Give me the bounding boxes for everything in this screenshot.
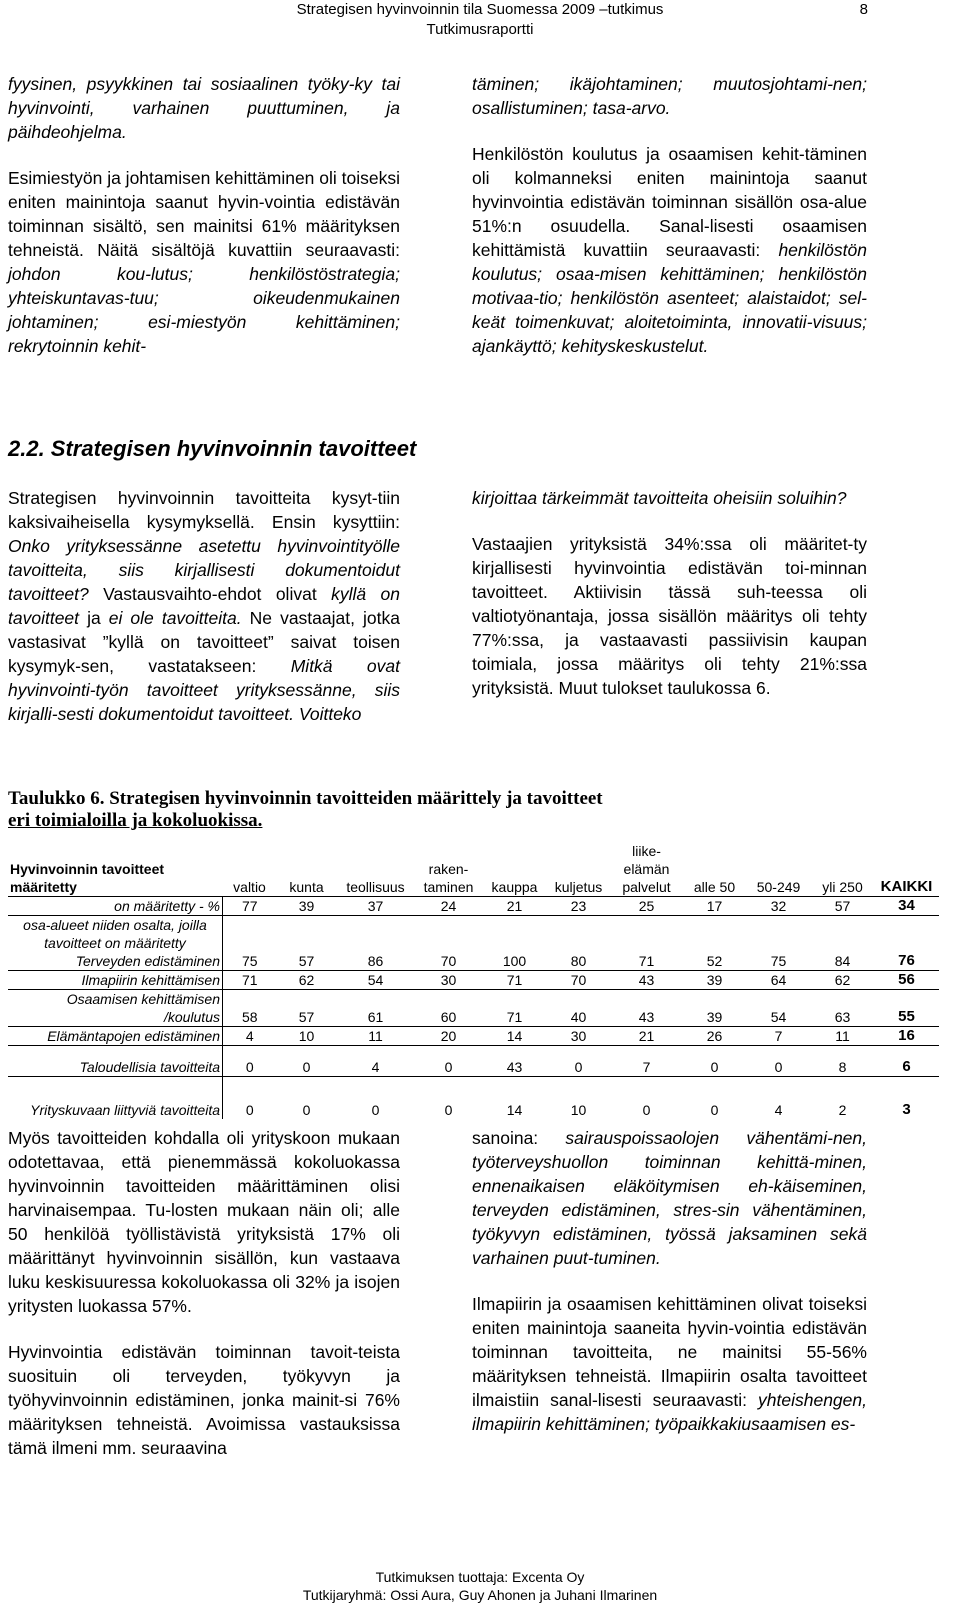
table-cell: 57 (277, 990, 337, 1027)
table-cell: 61 (337, 990, 415, 1027)
table-cell: 43 (611, 990, 683, 1027)
table-cell: 7 (747, 1027, 811, 1046)
table-cell: 26 (683, 1027, 747, 1046)
section-left-p: Strategisen hyvinvoinnin tavoitteita kysyt-tiin kaksivaiheisella kysymyksellä. Ensin kysyttiin: Onko yrityksessänne asetettu hyvinvointityölle tavoitteita, siis kirjallisesti dokumentoidut tavoitteet? Vastausvaihto-ehdot olivat kyllä on tavoitteet ja ei ole tavoitteita. Ne vastaajat, jotka vastasivat ”kyllä on tavoitteet” saivat toisen kysymyk-sen, vastatakseen: Mitkä ovat hyvinvointi-työn tavoitteet yrityksessänne, siis kirjalli-sesti dokumentoidut tavoitteet. Voitteko (8, 488, 400, 724)
table-cell: 64 (747, 971, 811, 990)
table-cell: 52 (706, 953, 723, 969)
table-row (8, 971, 939, 990)
table-cell: 39 (683, 990, 747, 1027)
table-row-defined (8, 897, 939, 916)
section-left-column (8, 486, 400, 748)
table-cell: 30 (547, 1027, 611, 1046)
table-row (8, 952, 939, 971)
table-cell-total: 76 (898, 952, 915, 969)
table-cell: 21 (483, 897, 547, 916)
page-header (0, 0, 960, 40)
table-6 (8, 842, 939, 1119)
table-cell-total: 55 (875, 990, 939, 1027)
table-cell: 39 (277, 897, 337, 916)
table-cell: 0 (415, 1077, 483, 1120)
table-cell: 0 (337, 1077, 415, 1120)
col-header-kunta: kunta (289, 879, 324, 895)
table-cell: 60 (415, 990, 483, 1027)
col-header-kaikki: KAIKKI (880, 878, 933, 895)
table-cell: 0 (277, 1046, 337, 1077)
subheader-label: osa-alueet niiden osalta, joilla tavoitteet on määritetty (8, 916, 223, 953)
table-cell: 21 (611, 1027, 683, 1046)
table-cell: 11 (337, 1027, 415, 1046)
table-cell-total: 3 (875, 1077, 939, 1120)
table-cell-total: 6 (875, 1046, 939, 1077)
top-right-column (472, 72, 867, 380)
table-cell: 14 (483, 1027, 547, 1046)
table-cell: 54 (747, 990, 811, 1027)
table-cell: 39 (683, 971, 747, 990)
row-label: Terveyden edistäminen (8, 952, 223, 971)
table-cell: 86 (367, 953, 384, 969)
table-cell: 30 (415, 971, 483, 990)
table-cell: 57 (811, 897, 875, 916)
bottom-left-p2: Hyvinvointia edistävän toiminnan tavoit-teista suosituin oli terveyden, työkyvyn ja työhyvinvoinnin edistäminen, jonka mainit-si 76% määrityksen tehneistä. Avoimissa vastauksissa tämä ilmeni mm. seuraavina (8, 1342, 400, 1458)
table-cell: 62 (277, 971, 337, 990)
table-cell: 23 (547, 897, 611, 916)
top-right-p1: täminen; ikäjohtaminen; muutosjohtami-nen; osallistuminen; tasa-arvo. (472, 74, 867, 118)
table-cell: 70 (547, 971, 611, 990)
table-cell: 57 (298, 953, 315, 969)
table-caption: Taulukko 6. Strategisen hyvinvoinnin tavoitteiden määrittely ja tavoitteet eri toimialoilla ja kokoluokissa. (8, 788, 603, 831)
table-row (8, 1077, 939, 1120)
table-cell: 100 (502, 953, 527, 969)
header-title: Strategisen hyvinvoinnin tila Suomessa 2009 –tutkimus (296, 1, 664, 18)
table-cell: 43 (611, 971, 683, 990)
table-cell: 71 (483, 990, 547, 1027)
table-cell: 0 (223, 1077, 277, 1120)
table-cell: 71 (223, 971, 277, 990)
header-subtitle: Tutkimusraportti (426, 21, 534, 38)
table-cell: 2 (811, 1077, 875, 1120)
table-row (8, 990, 939, 1027)
top-left-p1: fyysinen, psyykkinen tai sosiaalinen työky-ky tai hyvinvointi, varhainen puuttuminen, ja päihdeohjelma. (8, 74, 400, 142)
col-header-yli-250: yli 250 (822, 879, 863, 895)
row-label: Ilmapiirin kehittämisen (8, 971, 223, 990)
table-cell: 62 (811, 971, 875, 990)
col-header-valtio: valtio (233, 879, 266, 895)
table-cell-total: 34 (875, 897, 939, 916)
table-cell: 25 (611, 897, 683, 916)
top-left-p2: Esimiestyön ja johtamisen kehittäminen oli toiseksi eniten mainintoja saanut hyvin-vointia edistävän toiminnan sisältö, sen mainitsi 61% määrityksen tehneistä. Näitä sisältöjä kuvattiin seuraavasti: johdon kou-lutus; henkilöstöstrategia; yhteiskuntavas-tuu; oikeudenmukainen johtaminen; esi-miestyön kehittäminen; rekrytoinnin kehit- (8, 168, 400, 356)
col-header-liike-elaman-palvelut: liike- elämän palvelut (622, 843, 671, 895)
table-cell: 0 (223, 1046, 277, 1077)
top-left-column (8, 72, 400, 380)
table-cell: 80 (570, 953, 587, 969)
table-cell: 0 (611, 1077, 683, 1120)
table-cell: 70 (440, 953, 457, 969)
table-cell: 20 (415, 1027, 483, 1046)
bottom-right-column (472, 1126, 867, 1458)
table-cell: 75 (241, 953, 258, 969)
table-subheader-row (8, 916, 939, 953)
section-heading: 2.2. Strategisen hyvinvoinnin tavoitteet (8, 436, 417, 461)
bottom-right-p1: sanoina: sairauspoissaolojen vähentämi-nen, työterveyshuollon toiminnan kehittä-minen, ennenaikaisen eläköitymisen eh-käiseminen, terveyden edistäminen, stres-sin vähentäminen, työkyvyn edistäminen, työssä jaksaminen sekä varhainen puut-tuminen. (472, 1128, 868, 1268)
row-label: Elämäntapojen edistäminen (8, 1027, 223, 1046)
col-header-kauppa: kauppa (491, 879, 538, 895)
table-cell: 4 (747, 1077, 811, 1120)
col-header-kuljetus: kuljetus (554, 879, 603, 895)
table-cell: 4 (223, 1027, 277, 1046)
table-cell: 0 (683, 1077, 747, 1120)
section-right-column (472, 486, 867, 722)
table-cell: 71 (638, 953, 655, 969)
table-cell: 77 (223, 897, 277, 916)
table-cell: 10 (277, 1027, 337, 1046)
table-cell: 14 (483, 1077, 547, 1120)
table-cell: 0 (547, 1046, 611, 1077)
table-header-row (8, 842, 939, 897)
table-cell: 75 (770, 953, 787, 969)
table-cell: 0 (277, 1077, 337, 1120)
table-cell: 0 (415, 1046, 483, 1077)
col-header-50-249: 50-249 (756, 879, 801, 895)
bottom-right-p2: Ilmapiirin ja osaamisen kehittäminen olivat toiseksi eniten mainintoja saaneita hyvin-vointia edistävän toiminnan tavoitteita, ne mainitsi 55-56% määrityksen tehneistä. Ilmapiirin osalta tavoitteet ilmaistiin sanal-lisesti seuraavasti: yhteishengen, ilmapiirin kehittäminen; työpaikkakiusaamisen es- (472, 1294, 867, 1434)
footer-team: Tutkijaryhmä: Ossi Aura, Guy Ahonen ja Juhani Ilmarinen (302, 1587, 658, 1603)
table-cell: 24 (415, 897, 483, 916)
section-right-p2: Vastaajien yrityksistä 34%:ssa oli määritet-ty kirjallisesti hyvinvointia edistävän toi-minnan tavoitteet. Aktiivisin tässä suh-teessa oli valtiotyönantaja, jossa sisällön määritys oli tehty 77%:ssa, ja vastaavasti passiivisin kaupan toimiala, jossa määritys oli tehty 21%:ssa yrityksistä. Muut tulokset taulukossa 6. (472, 534, 867, 698)
table-cell: 10 (547, 1077, 611, 1120)
table-cell: 7 (611, 1046, 683, 1077)
bottom-left-p1: Myös tavoitteiden kohdalla oli yrityskoon mukaan odotettavaa, että pienemmässä kokoluokassa hyvinvoinnin tavoitteiden määrittäminen olisi harvinaisempaa. Tu-losten mukaan näin oli; alle 50 henkilöä työllistävistä yrityksistä 17% oli määrittänyt hyvinvoinnin sisällön, kun vastaava luku keskisuuressa kokoluokassa oli 32% ja isojen yritysten luokassa 57%. (8, 1128, 400, 1316)
col-header-rakentaminen: raken- taminen (423, 861, 474, 895)
table-cell: 0 (747, 1046, 811, 1077)
col-header-alle-50: alle 50 (693, 879, 736, 895)
page-number: 8 (859, 1, 868, 18)
col-header-teollisuus: teollisuus (346, 879, 405, 895)
table-cell: 43 (483, 1046, 547, 1077)
section-right-p1: kirjoittaa tärkeimmät tavoitteita oheisiin soluihin? (472, 488, 847, 508)
table-row (8, 1027, 939, 1046)
page-footer (0, 1568, 960, 1604)
bottom-left-column (8, 1126, 400, 1482)
row-label: Yrityskuvaan liittyviä tavoitteita (8, 1077, 223, 1120)
table-cell: 0 (683, 1046, 747, 1077)
table-cell: 37 (337, 897, 415, 916)
table-cell: 4 (337, 1046, 415, 1077)
table-cell: 8 (811, 1046, 875, 1077)
footer-producer: Tutkimuksen tuottaja: Excenta Oy (375, 1569, 585, 1585)
table-cell: 84 (834, 953, 851, 969)
table-cell: 40 (547, 990, 611, 1027)
table-cell: 71 (483, 971, 547, 990)
table-cell: 54 (337, 971, 415, 990)
table-cell: 17 (683, 897, 747, 916)
top-right-p2: Henkilöstön koulutus ja osaamisen kehit-täminen oli kolmanneksi eniten mainintoja saanut hyvinvointia edistävän toiminnan sisällön osa-alue 51%:n osuudella. Sanal-lisesti osaamisen kehittämistä kuvattiin seuraavasti: henkilöstön koulutus; osaa-misen kehittäminen; henkilöstön motivaa-tio; henkilöstön asenteet; alaistaidot; sel-keät toimenkuvat; aloitetoiminta, innovatii-visuus; ajankäyttö; kehityskeskustelut. (472, 144, 867, 356)
table-row (8, 1046, 939, 1077)
row-label: Taloudellisia tavoitteita (8, 1046, 223, 1077)
table-cell: 32 (747, 897, 811, 916)
row-label: on määritetty - % (8, 897, 223, 916)
table-cell: 58 (223, 990, 277, 1027)
table-corner-header: Hyvinvoinnin tavoitteet määritetty (10, 861, 165, 895)
table-cell-total: 56 (875, 971, 939, 990)
row-label: Osaamisen kehittämisen /koulutus (8, 990, 223, 1027)
table-cell: 11 (811, 1027, 875, 1046)
table-cell: 63 (811, 990, 875, 1027)
table-cell-total: 16 (875, 1027, 939, 1046)
